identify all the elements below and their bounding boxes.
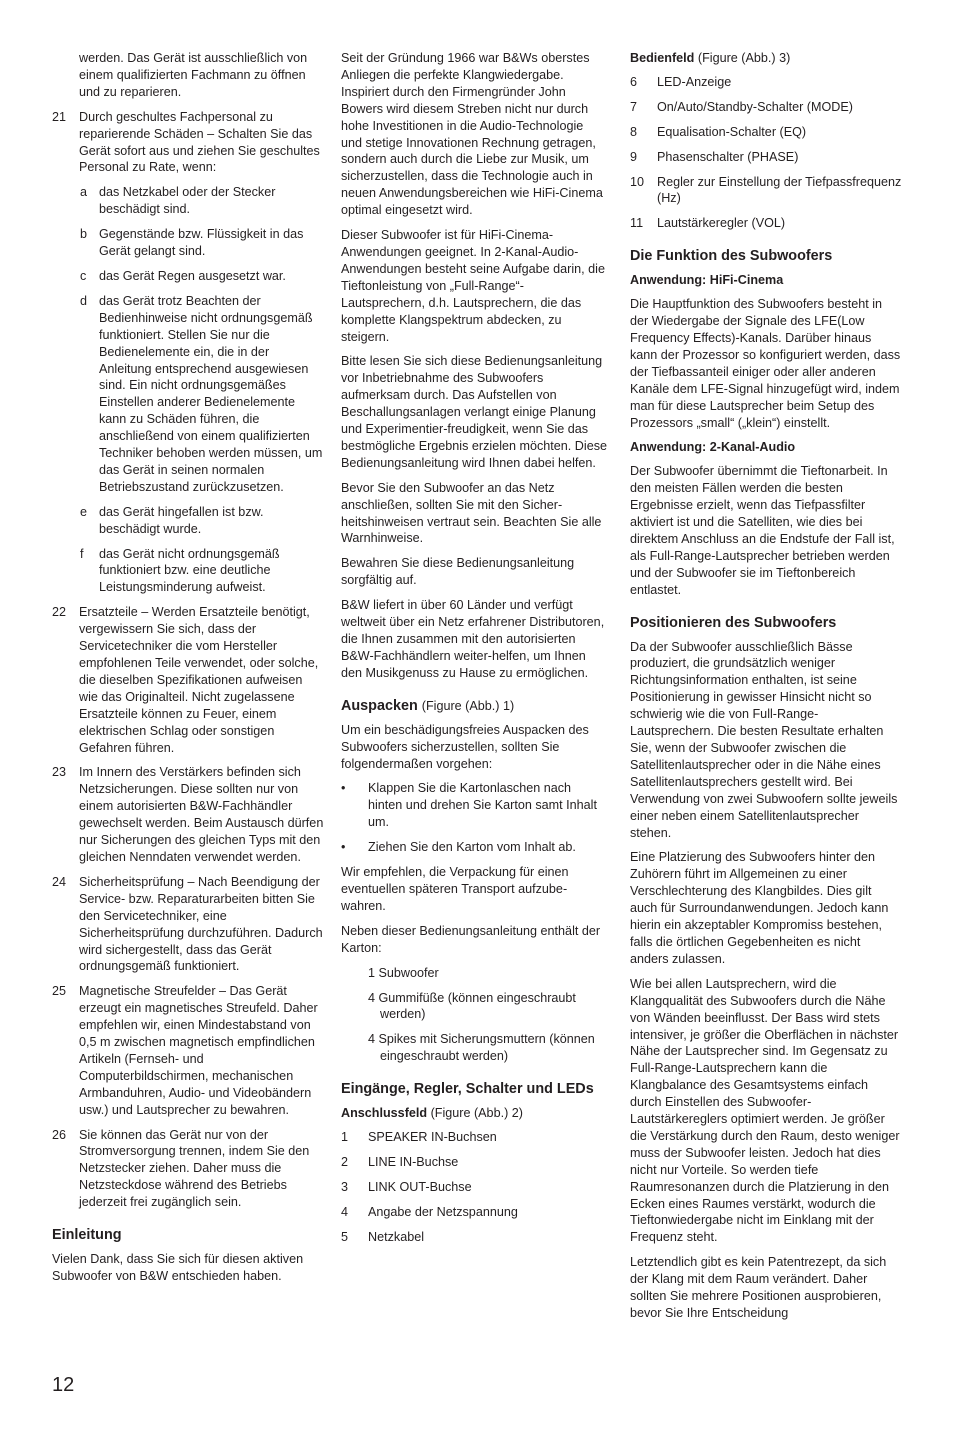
paragraph: Bitte lesen Sie sich diese Bedienungsanleitung vor Inbetriebnahme des Subwoofers aufmerksam durch. Das Aufstellen von Beschallungsanlagen verlangt einige Planung und Experimentier-freudigkeit, wenn Sie das bestmögliche Ergebnis erzielen möchten. Diese Bedienungsanleitung wird Ihnen dabei helfen. xyxy=(341,354,608,470)
subheading-anschlussfeld xyxy=(341,1105,607,1122)
item-number: 23 xyxy=(52,765,67,780)
item-text: Ersatzteile – Werden Ersatzteile benötigt, vergewissern Sie sich, dass der Servicetechniker die vom Hersteller empfohlenen Teile verwendet, oder solche, die dieselben Spezifikationen aufweisen wie das Originalteil. Nicht zugelassene Ersatzteile können zu Feuer, einem elektrischen Schlag oder sonstigen Gefahren führen. xyxy=(79,605,319,755)
list-item xyxy=(630,174,902,208)
list-item xyxy=(630,74,902,91)
bullet-text: Ziehen Sie den Karton vom Inhalt ab. xyxy=(368,840,576,855)
after-bullets-text: Wir empfehlen, die Verpackung für einen eventuellen späteren Transport aufzube-wahren. xyxy=(341,865,569,913)
list-item-21 xyxy=(52,109,324,177)
contents-item xyxy=(368,965,607,982)
sub-item-c xyxy=(52,268,324,285)
item-text: Regler zur Einstellung der Tiefpassfrequenz (Hz) xyxy=(657,174,902,206)
zweikanal-text: Der Subwoofer übernimmt die Tieftonarbeit. In den meisten Fällen werden die besten Ergebnisse erzielt, wenn das Tiefpassfilter aktiviert ist und die Satelliten, wie dies bei direktem Anschluss an die Endstufe der Fall ist, als Full-Range-Lautsprecher betrieben werden und der Subwoofer sie im Tieftonbereich entlastet. xyxy=(630,464,895,597)
item-text: Sie können das Gerät nur von der Stromversorgung trennen, indem Sie den Netzstecker ziehen. Daher muss die Netzsteckdose während des Betriebs jederzeit frei zugänglich sein. xyxy=(79,1127,310,1210)
sub-letter: e xyxy=(80,504,88,519)
item-number: 6 xyxy=(630,74,638,89)
item-text: SPEAKER IN-Buchsen xyxy=(368,1130,497,1145)
list-item-22 xyxy=(52,604,324,756)
item-number: 10 xyxy=(630,174,645,189)
subheading-text: Bedienfeld xyxy=(630,51,695,65)
item-text: LED-Anzeige xyxy=(657,74,732,89)
contents-text: 4 Gummifüße (können eingeschraubt werden) xyxy=(368,990,576,1022)
paragraph: Seit der Gründung 1966 war B&Ws oberstes Anliegen die perfekte Klangwiedergabe. Inspiriert durch den Firmengründer John Bowers wird diesem Streben nicht nur durch hohe Investitionen in die Audio-Technologie und stetige Innovationen Rechnung getragen, sondern auch durch die Liebe zur Musik, um sicherzustellen, dass die Technologie auch in neuen Anwendungsbereichen wie HiFi-Cinema optimal eingesetzt wird. xyxy=(341,51,603,218)
bullet-text: Klappen Sie die Kartonlaschen nach hinten und drehen Sie Karton samt Inhalt um. xyxy=(368,781,597,830)
list-item-26 xyxy=(52,1127,324,1212)
item-number: 1 xyxy=(341,1130,349,1145)
list-item-23 xyxy=(52,764,324,865)
sub-letter: a xyxy=(80,185,88,200)
item-number: 9 xyxy=(630,149,638,164)
item-number: 22 xyxy=(52,605,67,620)
paragraph: Dieser Subwoofer ist für HiFi-Cinema-Anwendungen geeignet. In 2-Kanal-Audio-Anwendungen besteht seine Aufgabe darin, die Tieftonleistung von „Full-Range“-Lautsprechern, d.h. Lautsprechern, die das komplette Klangspektrum abdecken, zu steigern. xyxy=(341,228,605,344)
sub-text: das Gerät trotz Beachten der Bedienhinweise nicht ordnungsgemäß funktioniert. Stellen Sie nur die Bedienelemente ein, die in der Anleitung entsprechend ausgewiesen sind. Ein nicht ordnungsgemäßes Einstellen anderer Bedienelemente kann zu Schäden führen, die anschließend von einem qualifizierten Techniker behoben werden müssen, um das Gerät in seinen normalen Betriebszustand zurückzusetzen. xyxy=(99,293,323,494)
subheading-2-kanal: Anwendung: 2-Kanal-Audio xyxy=(630,440,796,455)
sub-letter: b xyxy=(80,227,88,242)
heading-funktion: Die Funktion des Subwoofers xyxy=(630,248,833,265)
column-left xyxy=(52,50,324,1293)
auspacken-intro: Um ein beschädigungsfreies Auspacken des Subwoofers sicherzustellen, sollten Sie folgendermaßen vorgehen: xyxy=(341,722,589,771)
heading-positionieren: Positionieren des Subwoofers xyxy=(630,614,837,631)
item-number: 4 xyxy=(341,1204,349,1219)
contents-text: 4 Spikes mit Sicherungsmuttern (können eingeschraubt werden) xyxy=(368,1032,595,1064)
paragraph: Wie bei allen Lautsprechern, wird die Klangqualität des Subwoofers durch die Nähe von Wänden beeinflusst. Der Bass wird stets intensiver, je größer die Oberflächen in nächster Nähe der Lautsprecher sind. Im Gegensatz zu Full-Range-Lautsprechern kann die Klangbalance des Gesamtsystems einfach durch Einstellen des Subwoofer-Lautstärkereglers optimiert werden. Je größer die Verstärkung durch den Raum, desto weniger muss der Subwoofer leisten. Jedoch hat dies nicht nur Vorteile. So werden tiefe Raumresonanzen durch die Platzierung in den Ecken eines Raumes verstärkt, wodurch die Tieftonwiedergabe nicht im Einklang mit der Frequenz steht. xyxy=(630,976,900,1245)
sub-text: Gegenstände bzw. Flüssigkeit in das Gerät gelangt sind. xyxy=(99,227,304,259)
figure-reference: (Figure (Abb.) 3) xyxy=(697,51,791,65)
subheading-text: Anschlussfeld xyxy=(341,1106,428,1121)
item-text: Im Innern des Verstärkers befinden sich Netzsicherungen. Diese sollten nur von einem autorisierten B&W-Fachhändler gewechselt werden. Beim Austausch dürfen nur Sicherungen des gleichen Typs mit den gleichen Nenndaten verwendet werden. xyxy=(79,765,324,864)
contents-intro: Neben dieser Bedienungsanleitung enthält der Karton: xyxy=(341,923,601,955)
column-middle xyxy=(341,50,607,1254)
list-item xyxy=(630,215,902,232)
heading-einleitung: Einleitung xyxy=(52,1227,122,1244)
paragraph: Letztendlich gibt es kein Patentrezept, da sich der Klang mit dem Raum verändert. Daher sollten Sie mehrere Positionen ausprobieren, bevor Sie Ihre Entscheidung xyxy=(630,1255,887,1320)
bullet-icon: • xyxy=(341,840,346,855)
list-item-24 xyxy=(52,874,324,975)
sub-letter: c xyxy=(80,268,87,283)
list-item xyxy=(630,124,902,141)
paragraph: Da der Subwoofer ausschließlich Bässe produziert, die grundsätzlich weniger Richtungsinformation enthalten, ist seine Positionierung in gewisser Hinsicht nicht so schwierig wie die von Full-Range-Lautsprechern. Die besten Resultate erhalten Sie, wenn der Subwoofer zwischen die Satellitenlautsprecher oder in die Nähe eines Satellitenlautsprechers gestellt wird. Bei Verwendung von zwei Subwoofern sollte jeweils einer neben einem Satellitenlautsprecher stehen. xyxy=(630,639,898,840)
sub-item-d xyxy=(52,293,324,496)
item-text: Equalisation-Schalter (EQ) xyxy=(657,124,807,139)
column-right xyxy=(630,50,902,1330)
item-number: 21 xyxy=(52,109,67,124)
bullet-icon: • xyxy=(341,781,346,796)
paragraph: Eine Platzierung des Subwoofers hinter den Zuhörern führt im Allgemeinen zu einer Verschlechterung des Klangbildes. Dies gilt auch für Surroundanwendungen. Jedoch kann hierin ein akzeptabler Kompromiss bestehen, falls die örtlichen Gegebenheiten es nicht anders zulassen. xyxy=(630,850,889,966)
list-item xyxy=(630,149,902,166)
contents-item xyxy=(368,1031,607,1065)
item-text: LINE IN-Buchse xyxy=(368,1154,459,1169)
einleitung-text: Vielen Dank, dass Sie sich für diesen aktiven Subwoofer von B&W entschieden haben. xyxy=(52,1252,304,1283)
heading-text: Auspacken xyxy=(341,697,418,714)
item-number: 25 xyxy=(52,984,67,999)
bullet-item xyxy=(341,780,607,831)
sub-item-a xyxy=(52,184,324,218)
subheading-bedienfeld xyxy=(630,50,902,67)
paragraph: B&W liefert in über 60 Länder und verfügt weltweit über ein Netz erfahrener Distributoren, die Ihnen zusammen mit den autorisierten B&W-Fachhändlern weiter-helfen, um Ihnen den Musikgenuss zu Hause zu ermöglichen. xyxy=(341,598,605,680)
sub-item-b xyxy=(52,226,324,260)
item-text: Phasenschalter (PHASE) xyxy=(657,149,799,164)
list-item-25 xyxy=(52,983,324,1118)
subheading-hifi-cinema: Anwendung: HiFi-Cinema xyxy=(630,273,784,288)
figure-reference: (Figure (Abb.) 1) xyxy=(421,698,515,713)
sub-letter: d xyxy=(80,293,88,308)
list-item xyxy=(341,1204,607,1221)
item-text: Durch geschultes Fachpersonal zu reparierende Schäden – Schalten Sie das Gerät sofort aus und ziehen Sie geschultes Personal zu Rate, wenn: xyxy=(79,109,320,175)
item-text: Angabe der Netzspannung xyxy=(368,1204,518,1219)
sub-letter: f xyxy=(80,546,84,561)
paragraph: Bewahren Sie diese Bedienungsanleitung sorgfältig auf. xyxy=(341,556,575,588)
heading-auspacken xyxy=(341,698,607,715)
list-item xyxy=(341,1129,607,1146)
item-number: 3 xyxy=(341,1179,349,1194)
figure-reference: (Figure (Abb.) 2) xyxy=(430,1106,523,1121)
item-text: Lautstärkeregler (VOL) xyxy=(657,216,786,231)
sub-item-f xyxy=(52,546,324,597)
sub-text: das Gerät hingefallen ist bzw. beschädigt wurde. xyxy=(99,504,264,536)
paragraph: Bevor Sie den Subwoofer an das Netz anschließen, sollten Sie mit den Sicher-heitshinweisen vertraut sein. Beachten Sie alle Warnhinweise. xyxy=(341,480,602,546)
contents-item xyxy=(368,990,607,1024)
item-number: 24 xyxy=(52,874,67,889)
item-text: On/Auto/Standby-Schalter (MODE) xyxy=(657,99,853,114)
item-number: 5 xyxy=(341,1229,349,1244)
list-item xyxy=(341,1154,607,1171)
heading-eingaenge: Eingänge, Regler, Schalter und LEDs xyxy=(341,1081,594,1098)
item-number: 26 xyxy=(52,1127,67,1142)
page-number: 12 xyxy=(52,1374,75,1396)
item-text: LINK OUT-Buchse xyxy=(368,1179,472,1194)
list-item xyxy=(341,1229,607,1246)
hifi-text: Die Hauptfunktion des Subwoofers besteht in der Wiedergabe der Signale des LFE(Low Frequency Effects)-Kanals. Darüber hinaus kann der Prozessor so konfiguriert werden, dass der Tiefbassanteil einiger oder aller anderen Kanäle dem LFE-Signal hinzugefügt wird, indem man für diese Lautsprecher beim Setup des Prozessors „small“ („klein“) einstellt. xyxy=(630,297,901,430)
item-text: Netzkabel xyxy=(368,1229,425,1244)
sub-text: das Netzkabel oder der Stecker beschädigt sind. xyxy=(99,185,276,217)
item-number: 8 xyxy=(630,124,638,139)
item-text: Magnetische Streufelder – Das Gerät erzeugt ein magnetisches Streufeld. Daher empfehlen wir, einen Mindestabstand von 0,5 m zwischen magnetisch empfindlichen Artikeln (Fernseh- und Computerbildschirmen, mechanischen Armbanduhren, Audio- und Videobändern usw.) und Lautsprecher zu bewahren. xyxy=(79,984,318,1117)
bullet-item xyxy=(341,839,607,856)
intro-continuation: werden. Das Gerät ist ausschließlich von einem qualifizierten Fachmann zu öffnen und zu reparieren. xyxy=(79,51,308,99)
list-item xyxy=(341,1179,607,1196)
item-number: 2 xyxy=(341,1154,349,1169)
list-item xyxy=(630,99,902,116)
item-text: Sicherheitsprüfung – Nach Beendigung der Service- bzw. Reparaturarbeiten bitten Sie den Servicetechniker, eine Sicherheitsprüfung durchzuführen. Dadurch wird sichergestellt, dass das Gerät ordnungsgemäß funktioniert. xyxy=(79,874,323,974)
sub-item-e xyxy=(52,504,324,538)
sub-text: das Gerät Regen ausgesetzt war. xyxy=(99,268,286,283)
sub-text: das Gerät nicht ordnungsgemäß funktioniert bzw. eine deutliche Leistungsminderung aufweist. xyxy=(99,546,280,595)
item-number: 7 xyxy=(630,99,638,114)
item-number: 11 xyxy=(630,216,644,231)
contents-text: 1 Subwoofer xyxy=(368,965,439,980)
